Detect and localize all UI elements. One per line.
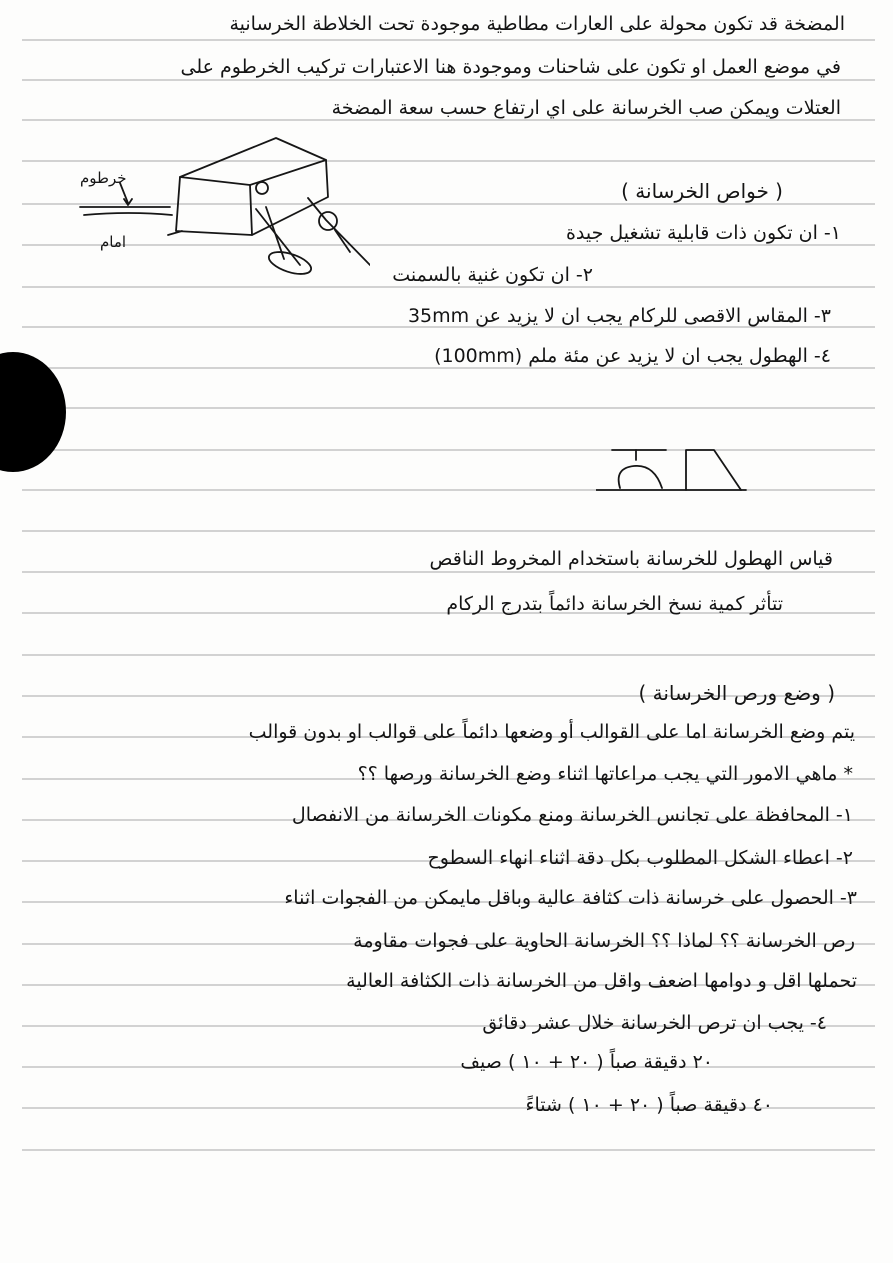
pump-sketch (70, 135, 370, 295)
intro-line-2: في موضع العمل او تكون على شاحنات وموجودة هنا الاعتبارات تركيب الخرطوم على (180, 56, 841, 78)
placing-summer: ٢٠ دقيقة صباً ( ٢٠ + ١٠ ) صيف (460, 1051, 713, 1073)
intro-line-3: العتلات ويمكن صب الخرسانة على اي ارتفاع حسب سعة المضخة (331, 97, 841, 119)
placing-heading: ( وضع ورص الخرسانة ) (638, 681, 835, 705)
placing-item-4: ٤- يجب ان ترص الخرسانة خلال عشر دقائق (482, 1012, 827, 1034)
placing-item-2: ٢- اعطاء الشكل المطلوب بكل دقة اثناء انهاء السطوح (427, 847, 853, 869)
placing-item-1: ١- المحافظة على تجانس الخرسانة ومنع مكونات الخرسانة من الانفصال (291, 804, 853, 826)
placing-winter: ٤٠ دقيقة صباً ( ٢٠ + ١٠ ) شتاءً (525, 1094, 773, 1116)
placing-item-3-c: تحملها اقل و دوامها اضعف واقل من الخرسانة ذات الكثافة العالية (346, 970, 857, 992)
hose-label: خرطوم (80, 169, 127, 187)
placing-item-3-b: رص الخرسانة ؟؟ لماذا ؟؟ الخرسانة الحاوية على فجوات مقاومة (353, 930, 855, 952)
properties-heading: ( خواص الخرسانة ) (621, 179, 783, 203)
front-label: امام (100, 233, 127, 251)
property-item-2: ٢- ان تكون غنية بالسمنت (392, 264, 593, 286)
property-item-1: ١- ان تكون ذات قابلية تشغيل جيدة (565, 222, 841, 244)
slump-line-2: تتأثر كمية نسخ الخرسانة دائماً بتدرج الركام (446, 593, 783, 615)
property-item-4: ٤- الهطول يجب ان لا يزيد عن مئة ملم (100mm) (434, 345, 831, 367)
placing-question: * ماهي الامور التي يجب مراعاتها اثناء وضع الخرسانة ورصها ؟؟ (357, 763, 853, 785)
slump-line-1: قياس الهطول للخرسانة باستخدام المخروط الناقص (429, 548, 833, 570)
property-item-3: ٣- المقاس الاقصى للركام يجب ان لا يزيد عن 35mm (407, 305, 831, 327)
placing-item-3-a: ٣- الحصول على خرسانة ذات كثافة عالية وباقل مايمكن من الفجوات اثناء (284, 887, 857, 909)
placing-line-1: يتم وضع الخرسانة اما على القوالب أو وضعها دائماً على قوالب او بدون قوالب (248, 721, 855, 743)
slump-cone-sketch (596, 440, 776, 500)
intro-line-1: المضخة قد تكون محولة على العارات مطاطية موجودة تحت الخلاطة الخرسانية (229, 13, 845, 35)
